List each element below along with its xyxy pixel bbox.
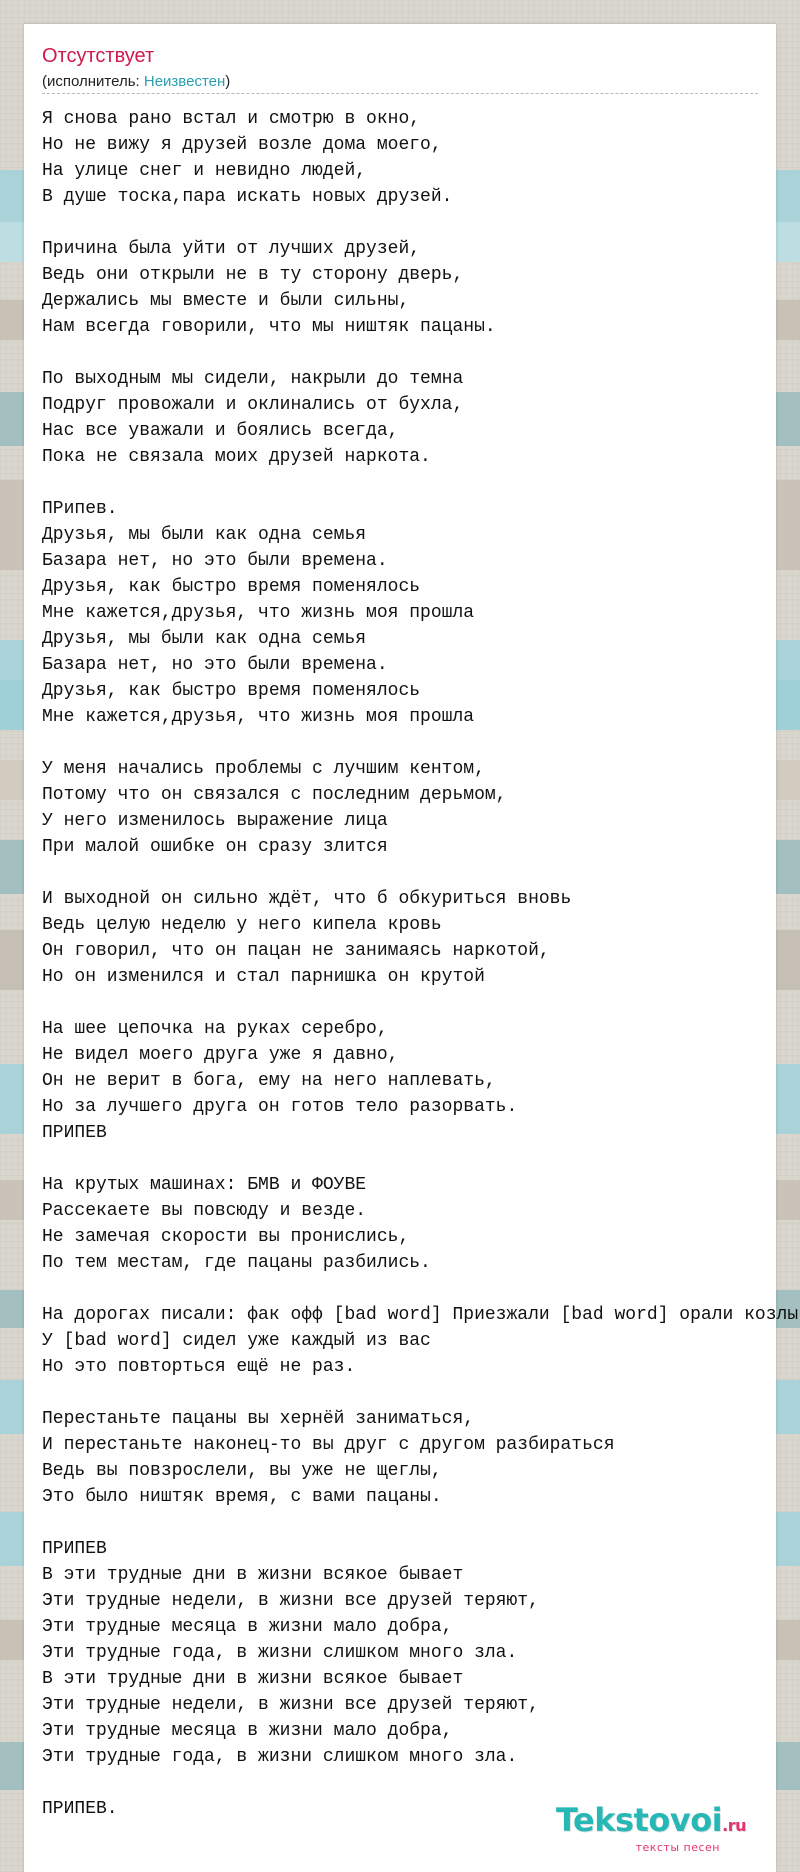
logo-name: Tekstovoi xyxy=(555,1801,723,1839)
lyrics-card xyxy=(24,24,799,1872)
lyrics-text: Я снова рано встал и смотрю в окно, Но не вижу я друзей возле дома моего, На улице снег и невидно людей, В душе тоска,пара искать новых друзей. Причина была уйти от лучших друзей, Ведь они открыли не в ту сторону дверь, Держались мы вместе и были сильны, Нам всегда говорили, что мы ништяк пацаны. По выходным мы сидели, накрыли до темна Подруг провожали и оклинались от бухла, Нас все уважали и боялись всегда, Пока не связала моих друзей наркота. ПРипев. Друзья, мы были как одна семья Базара нет, но это были времена. Друзья, как быстро время поменялось Мне кажется,друзья, что жизнь моя прошла Друзья, мы были как одна семья Базара нет, но это были времена. Друзья, как быстро время поменялось Мне кажется,друзья, что жизнь моя прошла У меня начались проблемы с лучшим кентом, Потому что он связался с последним дерьмом, У него изменилось выражение лица При малой ошибке он сразу злится И выходной он сильно ждёт, что б обкуриться вновь Ведь целую неделю у него кипела кровь Он говорил, что он пацан не занимаясь наркотой, Но он изменился и стал парнишка он крутой На шее цепочка на руках серебро, Не видел моего друга уже я давно, Он не верит в бога, ему на него наплевать, Но за лучшего друга он готов тело разорвать. ПРИПЕВ На крутых машинах: БМВ и ФОУВЕ Рассекаете вы повсюду и везде. Не замечая скорости вы пронислись, По тем местам, где пацаны разбились. На дорогах писали: фак офф [bad word] Приезжали [bad word] орали козлы У [bad word] сидел уже каждый из вас Но это повторться ещё не раз. Перестаньте пацаны вы хернёй заниматься, И перестаньте наконец-то вы друг с другом разбираться Ведь вы повзрослели, вы уже не щеглы, Это было ништяк время, с вами пацаны. ПРИПЕВ В эти трудные дни в жизни всякое бывает Эти трудные недели, в жизни все друзей теряют, Эти трудные месяца в жизни мало добра, Эти трудные года, в жизни слишком много зла. В эти трудные дни в жизни всякое бывает Эти трудные недели, в жизни все друзей теряют, Эти трудные месяца в жизни мало добра, Эти трудные года, в жизни слишком много зла. ПРИПЕВ. xyxy=(42,109,799,1819)
artist-line xyxy=(42,73,230,91)
logo-tagline: тексты песен xyxy=(635,1841,720,1854)
song-title: Отсутствует xyxy=(42,45,155,67)
dashed-divider xyxy=(42,93,758,94)
logo-domain: .ru xyxy=(722,1816,746,1835)
artist-link[interactable]: Неизвестен xyxy=(143,73,226,90)
artist-prefix: (исполнитель: xyxy=(42,73,144,90)
site-logo[interactable] xyxy=(556,1803,746,1854)
artist-suffix: ) xyxy=(225,73,231,90)
